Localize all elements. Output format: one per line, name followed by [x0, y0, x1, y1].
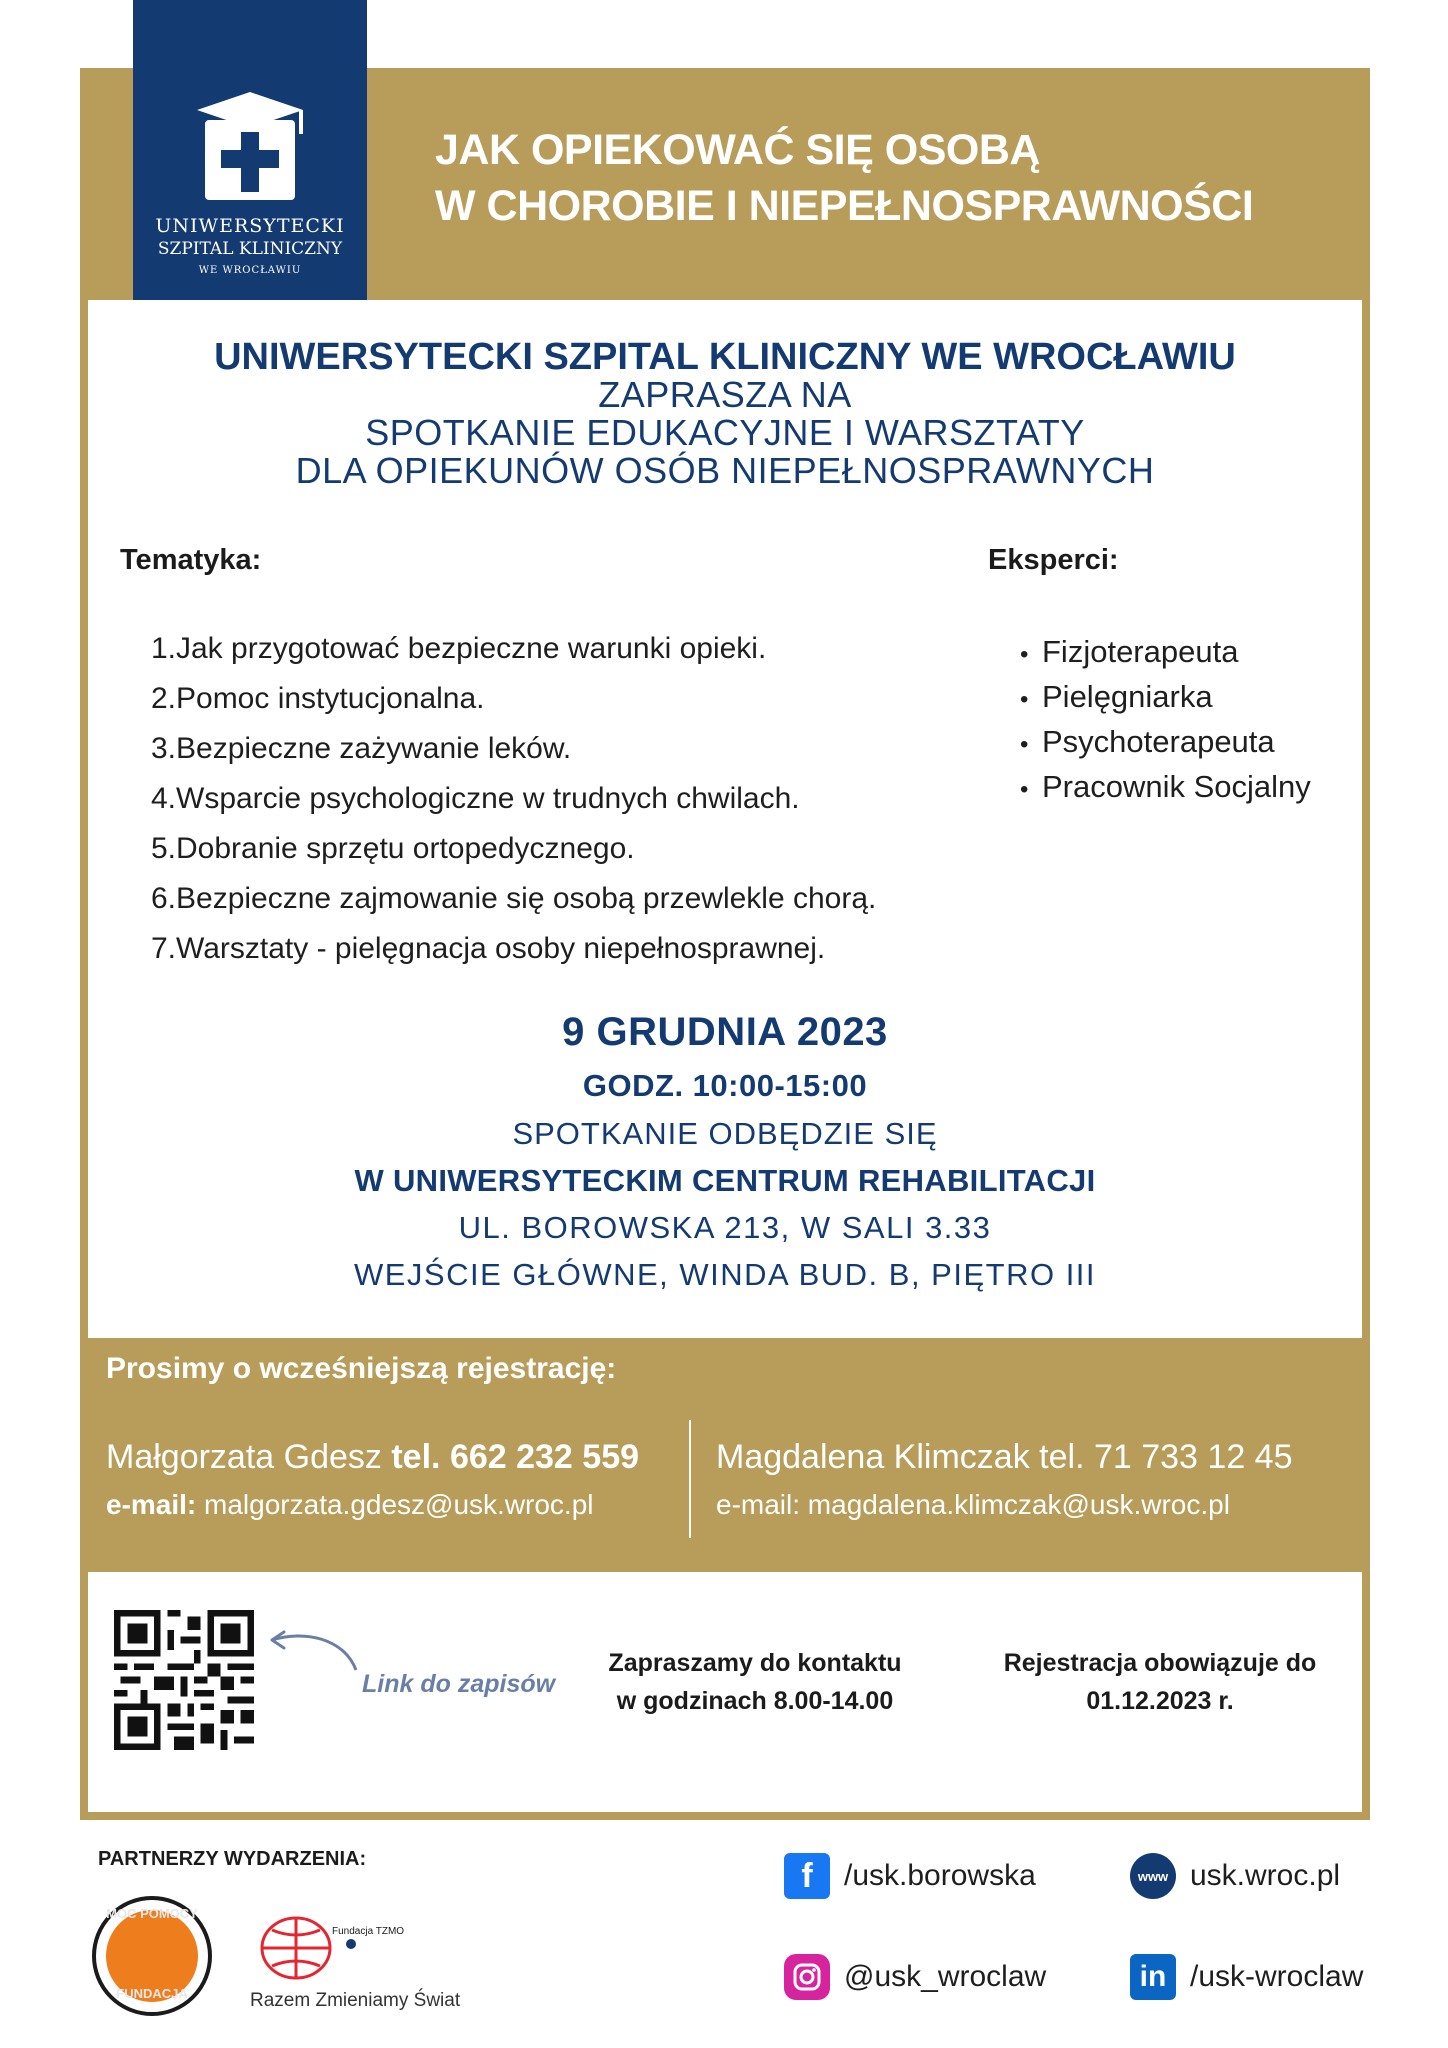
list-item: 4.Wsparcie psychologiczne w trudnych chwilach. — [150, 782, 800, 815]
instagram-link[interactable]: @usk_wroclaw — [784, 1954, 1046, 2000]
list-item: 3.Bezpieczne zażywanie leków. — [150, 732, 572, 765]
list-item: 2.Pomoc instytucjonalna. — [150, 682, 485, 715]
topics-label: Tematyka: — [120, 544, 262, 576]
svg-text:WE WROCŁAWIU: WE WROCŁAWIU — [198, 265, 302, 276]
phone-number[interactable]: 71 733 12 45 — [1093, 1438, 1293, 1476]
svg-text:Fundacja TZMO: Fundacja TZMO — [332, 1926, 405, 1937]
invitation-line: DLA OPIEKUNÓW OSÓB NIEPEŁNOSPRAWNYCH — [295, 450, 1155, 491]
list-item: 7.Warsztaty - pielęgnacja osoby niepełnosprawnej. — [150, 932, 826, 965]
contact-card — [716, 1438, 1293, 1521]
email-label: e-mail: — [716, 1489, 801, 1520]
invitation-line: SPOTKANIE EDUKACYJNE I WARSZTATY — [365, 412, 1085, 453]
title-line: W CHOROBIE I NIEPEŁNOSPRAWNOŚCI — [435, 182, 1254, 230]
email-link[interactable]: magdalena.klimczak@usk.wroc.pl — [807, 1489, 1230, 1520]
qr-code-icon[interactable] — [114, 1610, 254, 1750]
contact-name: Małgorzata Gdesz — [106, 1438, 382, 1476]
phone-label: tel. — [391, 1438, 441, 1476]
list-item: • Psychoterapeuta — [1020, 724, 1275, 759]
contact-name: Magdalena Klimczak — [716, 1438, 1030, 1476]
list-item: 5.Dobranie sprzętu ortopedycznego. — [150, 832, 635, 865]
moc-pomocy-logo: MOC POMOCY FUNDACJA — [92, 1896, 212, 2016]
experts-list — [1020, 632, 1311, 812]
email-link[interactable]: malgorzata.gdesz@usk.wroc.pl — [204, 1489, 594, 1520]
experts-label: Eksperci: — [988, 544, 1119, 576]
svg-text:UNIWERSYTECKI: UNIWERSYTECKI — [155, 215, 345, 237]
linkedin-link[interactable]: in /usk-wroclaw — [1130, 1954, 1363, 2000]
venue-directions: WEJŚCIE GŁÓWNE, WINDA BUD. B, PIĘTRO III — [353, 1257, 1097, 1292]
organizer-name: UNIWERSYTECKI SZPITAL KLINICZNY WE WROCŁAWIU — [214, 336, 1236, 378]
invitation-text — [88, 376, 1362, 490]
tzmo-slogan: Razem Zmieniamy Świat — [250, 1990, 461, 2011]
invitation-line: ZAPRASZA NA — [598, 374, 852, 415]
facebook-icon: f — [784, 1853, 830, 1899]
venue-address: UL. BOROWSKA 213, W SALI 3.33 — [458, 1210, 992, 1245]
list-item: • Fizjoterapeuta — [1020, 634, 1239, 669]
registration-label: Prosimy o wcześniejszą rejestrację: — [106, 1352, 617, 1385]
contact-card — [106, 1438, 639, 1521]
website-link[interactable]: www usk.wroc.pl — [1130, 1853, 1340, 1899]
curved-arrow-icon — [264, 1628, 364, 1674]
hospital-logo — [133, 0, 367, 300]
hospital-emblem-icon — [133, 0, 367, 300]
deadline-note: Rejestracja obowiązuje do 01.12.2023 r. — [1003, 1649, 1317, 1715]
svg-text:SZPITAL KLINICZNY: SZPITAL KLINICZNY — [157, 239, 343, 259]
list-item: 6.Bezpieczne zajmowanie się osobą przewlekle chorą. — [150, 882, 877, 915]
globe-icon: www — [1130, 1853, 1176, 1899]
registration-link-label[interactable]: Link do zapisów — [362, 1670, 556, 1698]
instagram-icon — [784, 1954, 830, 2000]
contact-hours-note: Zapraszamy do kontaktu w godzinach 8.00-14.00 — [608, 1649, 902, 1715]
venue-line: SPOTKANIE ODBĘDZIE SIĘ — [512, 1116, 938, 1151]
list-item: • Pielęgniarka — [1020, 679, 1213, 714]
list-item: 1.Jak przygotować bezpieczne warunki opieki. — [150, 632, 767, 665]
event-time: GODZ. 10:00-15:00 — [582, 1068, 868, 1103]
phone-label: tel. — [1039, 1438, 1085, 1476]
tzmo-logo — [248, 1900, 405, 1990]
venue-name: W UNIWERSYTECKIM CENTRUM REHABILITACJI — [354, 1163, 1096, 1198]
page-title — [435, 122, 1335, 234]
event-date: 9 GRUDNIA 2023 — [562, 1010, 888, 1054]
title-line: JAK OPIEKOWAĆ SIĘ OSOBĄ — [435, 126, 1040, 174]
contact-divider — [689, 1420, 691, 1538]
partners-label: PARTNERZY WYDARZENIA: — [98, 1848, 367, 1870]
phone-number[interactable]: 662 232 559 — [449, 1438, 640, 1476]
linkedin-icon: in — [1130, 1954, 1176, 2000]
email-label: e-mail: — [106, 1489, 197, 1520]
list-item: • Pracownik Socjalny — [1020, 769, 1311, 804]
facebook-link[interactable]: f /usk.borowska — [784, 1853, 1036, 1899]
topics-list — [140, 628, 876, 978]
